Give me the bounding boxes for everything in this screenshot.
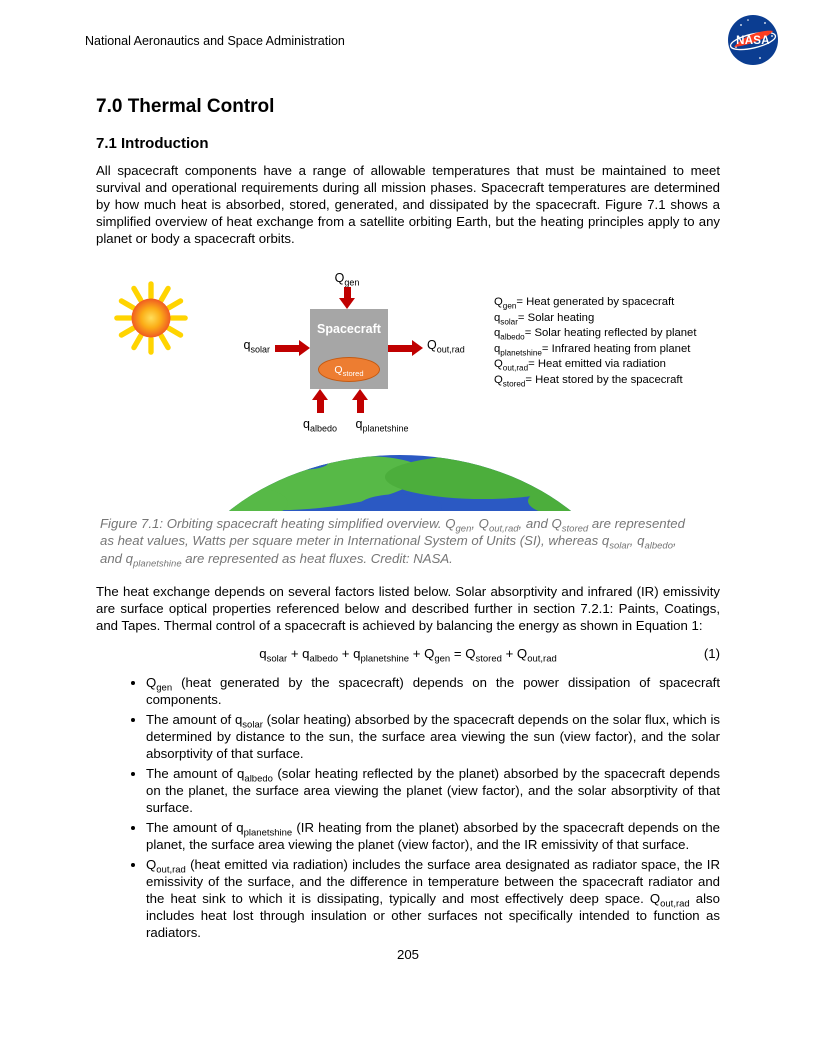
- figure-caption: Figure 7.1: Orbiting spacecraft heating simplified overview. $Q_{gen}$, $Q_{out,rad}$, and $Q_{stored}$ are represented as heat values, Watts per square meter in International System of Units (SI), whereas $q_{solar}$, $q_{albedo}$, and $q_{planetshine}$ are represented as heat fluxes. Credit: NASA.: [100, 516, 685, 570]
- equation-number: (1): [703, 646, 720, 662]
- figure-7-1-diagram: [96, 271, 720, 511]
- qsolar-arrow: [275, 345, 299, 352]
- qgen-arrow: [344, 287, 351, 298]
- legend-item: $q_{planetshine}=$ Infrared heating from planet: [494, 342, 691, 358]
- nasa-logo-text: NASA: [736, 35, 770, 47]
- qalbedo-label: $q_{albedo}$: [303, 417, 337, 434]
- qstored-ellipse: [318, 357, 380, 382]
- legend-item: $Q_{stored}=$ Heat stored by the spacecraft: [494, 373, 683, 389]
- bullet-item: • The amount of $q_{solar}$ (solar heating) absorbed by the spacecraft depends on the solar flux, which is determined by distance to the sun, the surface area viewing the sun (view factor), and the solar absorptivity of that surface.: [146, 711, 720, 762]
- intro-paragraph: All spacecraft components have a range of allowable temperatures that must be maintained to meet survival and operational requirements during all mission phases. Spacecraft temperatures are determined by how much heat is absorbed, stored, generated, and dissipated by the spacecraft. Figure 7.1 shows a simplified overview of heat exchange from a satellite orbiting Earth, but the heating principles apply to any planet or body a spacecraft orbits.: [96, 163, 720, 246]
- agency-name: National Aeronautics and Space Administration: [85, 34, 345, 48]
- qgen-label: $Q_{gen}$: [334, 271, 360, 288]
- legend-item: $q_{albedo}=$ Solar heating reflected by planet: [494, 327, 697, 342]
- qoutrad-arrow: [388, 345, 412, 352]
- bullet-list: [96, 674, 720, 941]
- qplanetshine-arrow: [357, 400, 364, 413]
- legend-item: $Q_{out,rad}=$ Heat emitted via radiation: [494, 358, 666, 373]
- page-header: [85, 14, 779, 66]
- equation-text: $q_{solar} + q_{albedo} + q_{planetshine} + Q_{gen} = Q_{stored} + Q_{out,rad}$: [259, 646, 557, 665]
- figure-legend: [494, 295, 729, 389]
- qplanetshine-label: $q_{planetshine}$: [355, 417, 409, 434]
- bullet-item: • $Q_{out,rad}$ (heat emitted via radiation) includes the surface area designated as radiator space, the IR emissivity of the surface, and the difference in temperature between the spacecraft radiator and the heat sink to which it is dissipating, typically and most effectively deep space. $Q_{out,rad}$ also includes heat lost through insulation or other surfaces not specifically intended to function as radiators.: [146, 856, 720, 941]
- section-title: 7.0 Thermal Control: [96, 96, 275, 117]
- equation-1: [96, 646, 720, 664]
- qoutrad-label: $Q_{out,rad}$: [427, 338, 465, 355]
- qsolar-label: $q_{solar}$: [243, 338, 270, 355]
- bullet-item: • The amount of $q_{planetshine}$ (IR heating from the planet) absorbed by the spacecraft depends on the planet, the surface area viewing the planet (view factor), and the IR emissivity of that surface.: [146, 819, 720, 853]
- bullet-item: • The amount of $q_{albedo}$ (solar heating reflected by the planet) absorbed by the spacecraft depends on the planet, the surface area viewing the planet (view factor), and the solar absorptivity of that surface.: [146, 765, 720, 816]
- subsection-title: 7.1 Introduction: [96, 135, 209, 152]
- nasa-logo-icon: [727, 14, 779, 66]
- qstored-label: $Q_{stored}$: [334, 363, 364, 378]
- sun-icon: [112, 279, 190, 357]
- legend-item: $q_{solar}=$ Solar heating: [494, 311, 595, 326]
- page-number: 205: [396, 947, 419, 963]
- spacecraft-label: Spacecraft: [317, 322, 381, 336]
- spacecraft-box: [310, 309, 388, 389]
- body-paragraph: The heat exchange depends on several factors listed below. Solar absorptivity and infrared (IR) emissivity are surface optical properties referenced below and described further in section 7.2.1: Paints, Coatings, and Tapes. Thermal control of a spacecraft is achieved by balancing the energy as shown in Equation 1:: [96, 584, 720, 634]
- legend-item: $Q_{gen}=$ Heat generated by spacecraft: [494, 296, 675, 311]
- earth-icon: [178, 445, 622, 511]
- qalbedo-arrow: [317, 400, 324, 413]
- bullet-item: • $Q_{gen}$ (heat generated by the spacecraft) depends on the power dissipation of spacecraft components.: [146, 674, 720, 708]
- document-content: [96, 96, 720, 962]
